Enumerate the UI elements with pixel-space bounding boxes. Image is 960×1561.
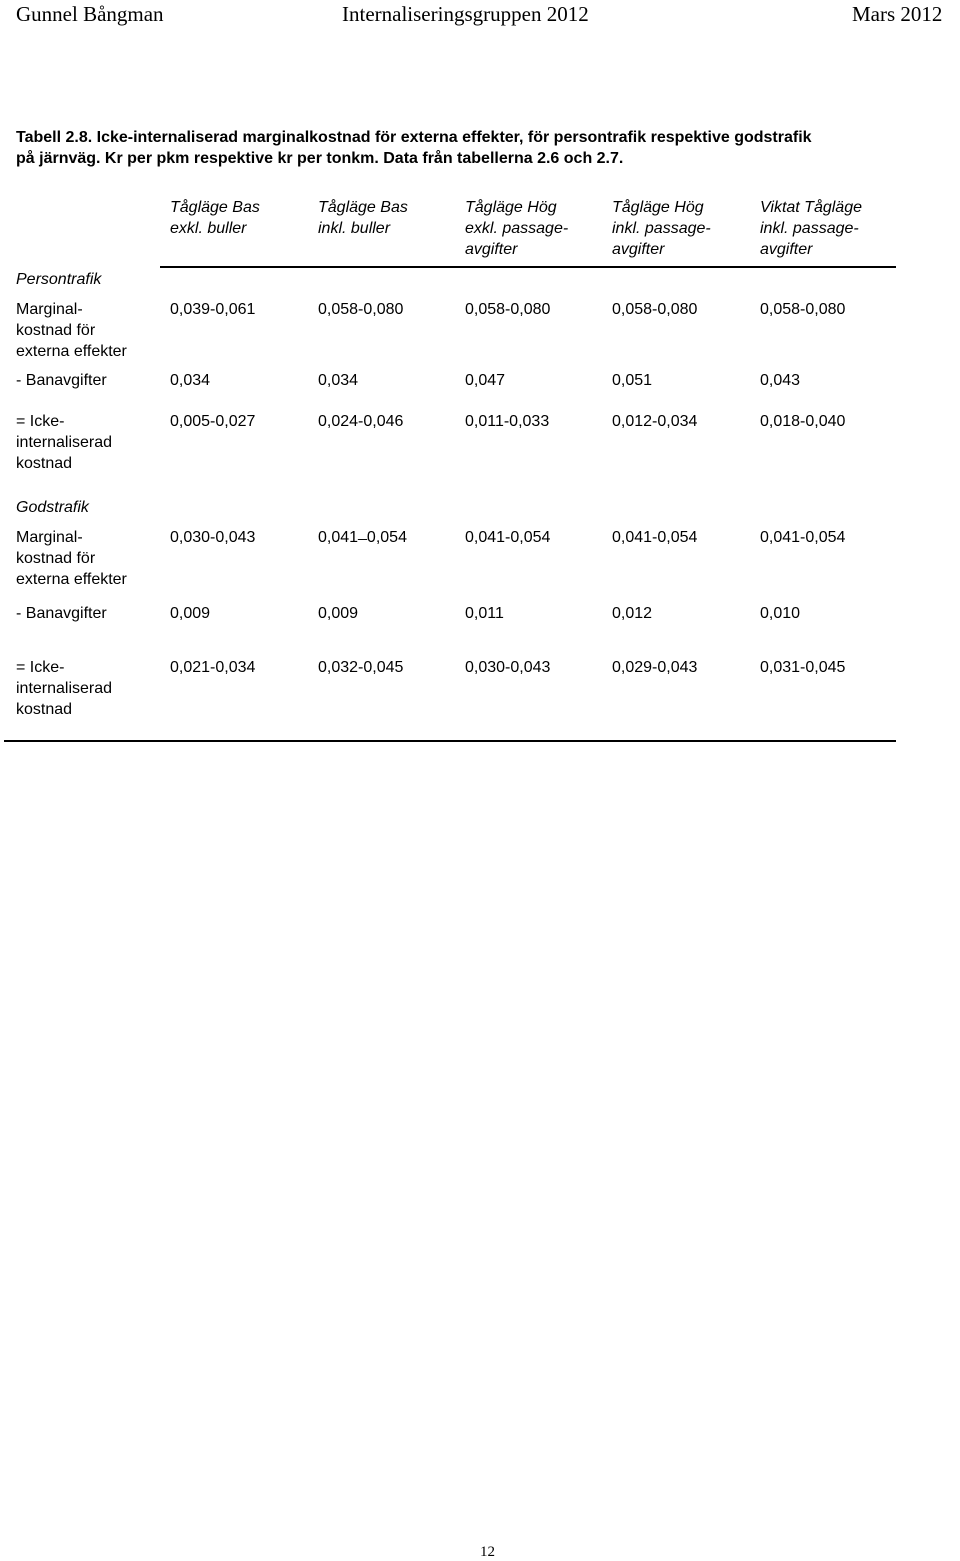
section-heading-persontrafik: Persontrafik: [16, 271, 102, 288]
table-cell: 0,009: [170, 605, 211, 622]
table-cell: 0,021-0,034: [170, 659, 256, 676]
table-cell: 0,034: [170, 372, 211, 389]
table-cell: 0,058-0,080: [318, 301, 404, 318]
column-header-bas-inkl: Tågläge Bas inkl. buller: [318, 199, 408, 237]
bottom-rule: [4, 740, 896, 742]
table-cell: 0,058-0,080: [465, 301, 551, 318]
table-cell: 0,034: [318, 372, 359, 389]
table-cell: 0,030-0,043: [465, 659, 551, 676]
table-cell: 0,041-0,054: [465, 529, 551, 546]
page-number: 12: [480, 1544, 495, 1560]
column-header-hog-exkl: Tågläge Hög exkl. passage- avgifter: [465, 199, 569, 258]
header-date: Mars 2012: [852, 2, 943, 26]
table-cell: 0,031-0,045: [760, 659, 846, 676]
table-caption-line1: Tabell 2.8. Icke-internaliserad marginalkostnad för externa effekter, för persontrafik respektive godstrafik: [16, 129, 812, 146]
table-cell: 0,011: [465, 605, 504, 622]
section-heading-godstrafik: Godstrafik: [16, 499, 89, 516]
table-cell: 0,051: [612, 372, 653, 389]
table-caption-line2: på järnväg. Kr per pkm respektive kr per tonkm. Data från tabellerna 2.6 och 2.7.: [16, 150, 624, 167]
table-cell: 0,010: [760, 605, 801, 622]
table-cell: 0,032-0,045: [318, 659, 404, 676]
table-cell: 0,047: [465, 372, 506, 389]
table-cell: 0,041 ̶ 0,054: [318, 529, 407, 546]
row-label-banavgifter-gods: - Banavgifter: [16, 605, 107, 622]
table-cell: 0,018-0,040: [760, 413, 846, 430]
table-cell: 0,039-0,061: [170, 301, 256, 318]
table-cell: 0,058-0,080: [760, 301, 846, 318]
table-cell: 0,005-0,027: [170, 413, 256, 430]
header-author: Gunnel Bångman: [16, 2, 164, 26]
row-label-icke-gods: = Icke- internaliserad kostnad: [16, 659, 113, 718]
column-header-viktat: Viktat Tågläge inkl. passage- avgifter: [760, 199, 862, 258]
table-cell: 0,012-0,034: [612, 413, 698, 430]
table-cell: 0,011-0,033: [465, 413, 550, 430]
row-label-banavgifter-person: - Banavgifter: [16, 372, 107, 389]
column-header-hog-inkl: Tågläge Hög inkl. passage- avgifter: [612, 199, 711, 258]
table-cell: 0,041-0,054: [612, 529, 698, 546]
table-cell: 0,029-0,043: [612, 659, 698, 676]
row-label-marginal-person: Marginal- kostnad för externa effekter: [16, 301, 127, 360]
header-title: Internaliseringsgruppen 2012: [342, 2, 589, 26]
table-cell: 0,043: [760, 372, 801, 389]
table-cell: 0,012: [612, 605, 653, 622]
table-cell: 0,041-0,054: [760, 529, 846, 546]
header-rule: [160, 266, 896, 268]
table-cell: 0,024-0,046: [318, 413, 404, 430]
row-label-marginal-gods: Marginal- kostnad för externa effekter: [16, 529, 127, 588]
column-header-bas-exkl: Tågläge Bas exkl. buller: [170, 199, 260, 237]
table-cell: 0,058-0,080: [612, 301, 698, 318]
table-cell: 0,009: [318, 605, 359, 622]
row-label-icke-person: = Icke- internaliserad kostnad: [16, 413, 113, 472]
table-cell: 0,030-0,043: [170, 529, 256, 546]
